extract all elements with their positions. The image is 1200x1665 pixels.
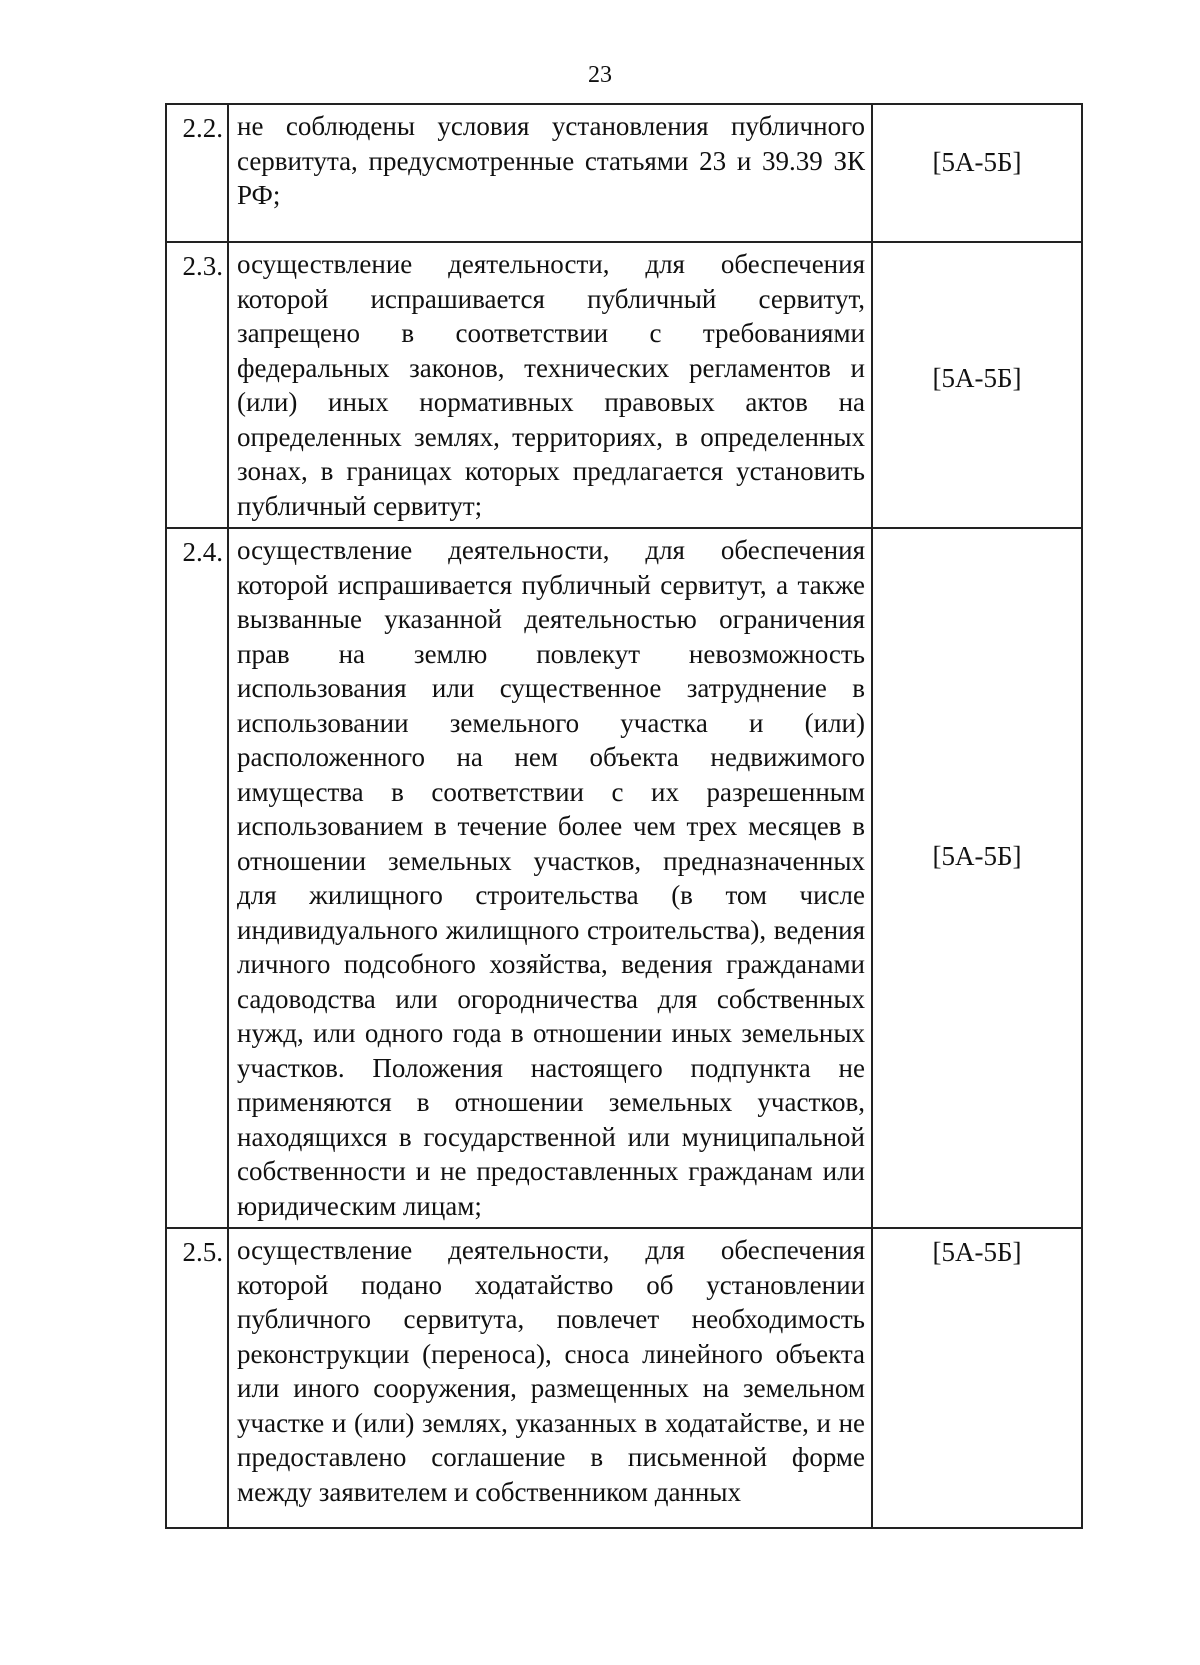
row-number: 2.3. bbox=[166, 242, 228, 528]
row-reference: [5А-5Б] bbox=[932, 147, 1022, 177]
row-text: не соблюдены условия установления публичного сервитута, предусмотренные статьями 23 и 39.39 ЗК РФ; bbox=[237, 111, 865, 210]
row-reference: [5А-5Б] bbox=[932, 363, 1022, 393]
page-number: 23 bbox=[588, 62, 612, 88]
row-reference: [5А-5Б] bbox=[932, 1237, 1022, 1267]
row-text: осуществление деятельности, для обеспечения которой испрашивается публичный сервитут, запрещено в соответствии с требованиями федеральных законов, технических регламентов и (или) иных нормативных правовых актов на определенных землях, территориях, в определенных зонах, в границах которых предлагается установить публичный сервитут; bbox=[237, 249, 865, 521]
row-number: 2.5. bbox=[166, 1228, 228, 1528]
row-number: 2.2. bbox=[166, 104, 228, 242]
table-row bbox=[166, 104, 1082, 242]
table-row bbox=[166, 242, 1082, 528]
document-table bbox=[165, 103, 1083, 1529]
row-number: 2.4. bbox=[166, 528, 228, 1228]
row-text: осуществление деятельности, для обеспечения которой подано ходатайство об установлении публичного сервитута, повлечет необходимость реконструкции (переноса), сноса линейного объекта или иного сооружения, размещенных на земельном участке и (или) землях, указанных в ходатайстве, и не предоставлено соглашение в письменной форме между заявителем и собственником данных bbox=[237, 1235, 865, 1507]
row-text: осуществление деятельности, для обеспечения которой испрашивается публичный сервитут, а также вызванные указанной деятельностью ограничения прав на землю повлекут невозможность использования или существенное затруднение в использовании земельного участка и (или) расположенного на нем объекта недвижимого имущества в соответствии с их разрешенным использованием в течение более чем трех месяцев в отношении земельных участков, предназначенных для жилищного строительства (в том числе индивидуального жилищного строительства), ведения личного подсобного хозяйства, ведения гражданами садоводства или огородничества для собственных нужд, или одного года в отношении иных земельных участков. Положения настоящего подпункта не применяются в отношении земельных участков, находящихся в государственной или муниципальной собственности и не предоставленных гражданам или юридическим лицам; bbox=[237, 535, 865, 1221]
table-row bbox=[166, 528, 1082, 1228]
table-row bbox=[166, 1228, 1082, 1528]
row-reference: [5А-5Б] bbox=[932, 841, 1022, 871]
